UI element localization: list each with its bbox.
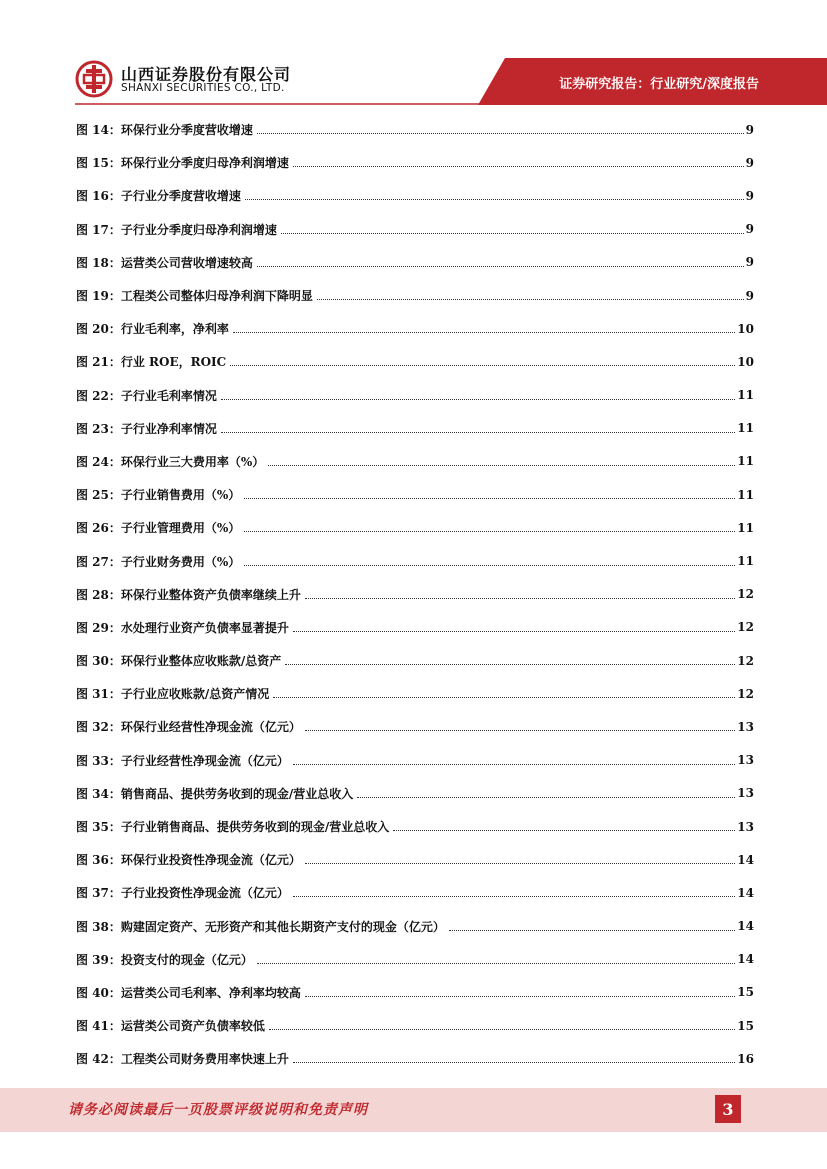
toc-dot-leader (317, 287, 744, 300)
toc-dot-leader (273, 685, 735, 698)
toc-entry[interactable] (76, 976, 754, 1009)
company-name-cn: 山西证券股份有限公司 (121, 65, 292, 84)
toc-entry-page: 15 (737, 1018, 754, 1033)
toc-entry-page: 13 (737, 719, 754, 734)
toc-entry[interactable] (76, 412, 754, 445)
page-header (0, 0, 827, 110)
toc-entry-label: 图 19：工程类公司整体归母净利润下降明显 (76, 289, 313, 304)
toc-dot-leader (305, 718, 735, 731)
toc-entry-page: 14 (737, 885, 754, 900)
toc-entry-page: 12 (737, 587, 754, 602)
toc-entry-label: 图 24：环保行业三大费用率（%） (76, 454, 265, 469)
toc-entry-label: 图 30：环保行业整体应收账款/总资产 (76, 654, 282, 669)
toc-entry[interactable] (76, 478, 754, 511)
toc-dot-leader (257, 951, 735, 964)
toc-dot-leader (230, 353, 735, 366)
toc-entry-label: 图 32：环保行业经营性净现金流（亿元） (76, 720, 301, 735)
toc-entry-page: 11 (737, 520, 754, 535)
toc-dot-leader (257, 254, 744, 267)
toc-entry[interactable] (76, 379, 754, 412)
toc-entry-label: 图 27：子行业财务费用（%） (76, 554, 241, 569)
page-number: 3 (715, 1095, 741, 1123)
toc-entry-page: 13 (737, 786, 754, 801)
toc-entry-label: 图 20：行业毛利率，净利率 (76, 322, 229, 337)
toc-entry-label: 图 36：环保行业投资性净现金流（亿元） (76, 853, 301, 868)
toc-entry[interactable] (76, 246, 754, 279)
toc-dot-leader (233, 320, 735, 333)
toc-entry[interactable] (76, 146, 754, 179)
toc-entry[interactable] (76, 511, 754, 544)
toc-entry-page: 9 (745, 288, 754, 303)
toc-entry-page: 15 (737, 985, 754, 1000)
toc-entry-label: 图 14：环保行业分季度营收增速 (76, 123, 253, 138)
toc-entry[interactable] (76, 876, 754, 909)
toc-entry-page: 13 (737, 819, 754, 834)
toc-dot-leader (245, 187, 744, 200)
toc-entry-page: 11 (737, 554, 754, 569)
toc-entry-label: 图 28：环保行业整体资产负债率继续上升 (76, 587, 301, 602)
toc-entry-label: 图 33：子行业经营性净现金流（亿元） (76, 753, 289, 768)
toc-entry[interactable] (76, 345, 754, 378)
toc-entry-label: 图 37：子行业投资性净现金流（亿元） (76, 886, 289, 901)
toc-entry[interactable] (76, 810, 754, 843)
toc-entry-label: 图 34：销售商品、提供劳务收到的现金/营业总收入 (76, 786, 354, 801)
toc-dot-leader (449, 918, 735, 931)
toc-dot-leader (269, 1017, 735, 1030)
toc-entry-page: 12 (737, 686, 754, 701)
toc-dot-leader (293, 154, 744, 167)
disclaimer-notice[interactable]: 请务必阅读最后一页股票评级说明和免责声明 (68, 1102, 368, 1118)
toc-entry-page: 10 (737, 354, 754, 369)
toc-entry-label: 图 25：子行业销售费用（%） (76, 488, 241, 503)
toc-entry[interactable] (76, 113, 754, 146)
toc-entry-page: 9 (745, 222, 754, 237)
toc-entry-label: 图 17：子行业分季度归母净利润增速 (76, 222, 277, 237)
toc-entry-page: 9 (745, 122, 754, 137)
toc-entry-page: 16 (737, 1051, 754, 1066)
figure-table-of-contents (76, 113, 754, 1075)
toc-entry-label: 图 22：子行业毛利率情况 (76, 388, 217, 403)
toc-entry-page: 12 (737, 620, 754, 635)
toc-dot-leader (244, 519, 735, 532)
toc-dot-leader (285, 652, 735, 665)
toc-dot-leader (293, 752, 735, 765)
toc-dot-leader (357, 785, 735, 798)
toc-entry[interactable] (76, 544, 754, 577)
toc-entry-label: 图 39：投资支付的现金（亿元） (76, 952, 253, 967)
toc-entry-page: 14 (737, 852, 754, 867)
toc-dot-leader (305, 586, 735, 599)
toc-entry[interactable] (76, 279, 754, 312)
toc-dot-leader (257, 121, 744, 134)
toc-dot-leader (305, 851, 735, 864)
toc-entry-label: 图 31：子行业应收账款/总资产情况 (76, 687, 270, 702)
toc-entry-label: 图 41：运营类公司资产负债率较低 (76, 1019, 265, 1034)
toc-dot-leader (244, 486, 735, 499)
toc-dot-leader (244, 553, 735, 566)
toc-entry-page: 12 (737, 653, 754, 668)
toc-entry-page: 9 (745, 255, 754, 270)
toc-entry[interactable] (76, 312, 754, 345)
toc-entry-page: 10 (737, 321, 754, 336)
toc-entry[interactable] (76, 710, 754, 743)
toc-entry[interactable] (76, 213, 754, 246)
toc-entry-label: 图 40：运营类公司毛利率、净利率均较高 (76, 985, 301, 1000)
toc-entry[interactable] (76, 179, 754, 212)
toc-entry-label: 图 42：工程类公司财务费用率快速上升 (76, 1052, 289, 1067)
report-type-label: 证券研究报告：行业研究/深度报告 (559, 77, 759, 92)
toc-entry-label: 图 16：子行业分季度营收增速 (76, 189, 241, 204)
toc-entry-label: 图 26：子行业管理费用（%） (76, 521, 241, 536)
company-logo (75, 60, 113, 98)
toc-entry[interactable] (76, 1042, 754, 1075)
toc-entry-page: 13 (737, 753, 754, 768)
toc-entry-page: 11 (737, 388, 754, 403)
toc-entry[interactable] (76, 611, 754, 644)
toc-entry[interactable] (76, 445, 754, 478)
company-name-en: SHANXI SECURITIES CO., LTD. (121, 82, 285, 94)
toc-entry-page: 14 (737, 952, 754, 967)
toc-entry[interactable] (76, 943, 754, 976)
toc-entry-label: 图 29：水处理行业资产负债率显著提升 (76, 620, 289, 635)
toc-entry[interactable] (76, 744, 754, 777)
toc-entry-page: 11 (737, 421, 754, 436)
toc-entry-page: 11 (737, 487, 754, 502)
toc-entry[interactable] (76, 677, 754, 710)
toc-entry[interactable] (76, 644, 754, 677)
toc-dot-leader (221, 387, 735, 400)
toc-entry[interactable] (76, 777, 754, 810)
toc-entry[interactable] (76, 578, 754, 611)
toc-entry-label: 图 23：子行业净利率情况 (76, 421, 217, 436)
toc-entry-label: 图 15：环保行业分季度归母净利润增速 (76, 156, 289, 171)
toc-dot-leader (281, 221, 744, 234)
toc-dot-leader (268, 453, 735, 466)
toc-entry[interactable] (76, 1009, 754, 1042)
toc-entry-page: 9 (745, 155, 754, 170)
toc-dot-leader (293, 1050, 735, 1063)
toc-dot-leader (305, 984, 735, 997)
toc-entry-label: 图 35：子行业销售商品、提供劳务收到的现金/营业总收入 (76, 820, 390, 835)
toc-entry-label: 图 38：购建固定资产、无形资产和其他长期资产支付的现金（亿元） (76, 919, 445, 934)
toc-entry-label: 图 18：运营类公司营收增速较高 (76, 255, 253, 270)
toc-dot-leader (393, 818, 735, 831)
toc-entry[interactable] (76, 910, 754, 943)
toc-entry-page: 9 (745, 188, 754, 203)
toc-entry-page: 11 (737, 454, 754, 469)
toc-entry-label: 图 21：行业 ROE，ROIC (76, 355, 227, 370)
toc-dot-leader (221, 420, 735, 433)
toc-entry[interactable] (76, 843, 754, 876)
toc-dot-leader (293, 619, 735, 632)
toc-entry-page: 14 (737, 919, 754, 934)
toc-dot-leader (293, 884, 735, 897)
